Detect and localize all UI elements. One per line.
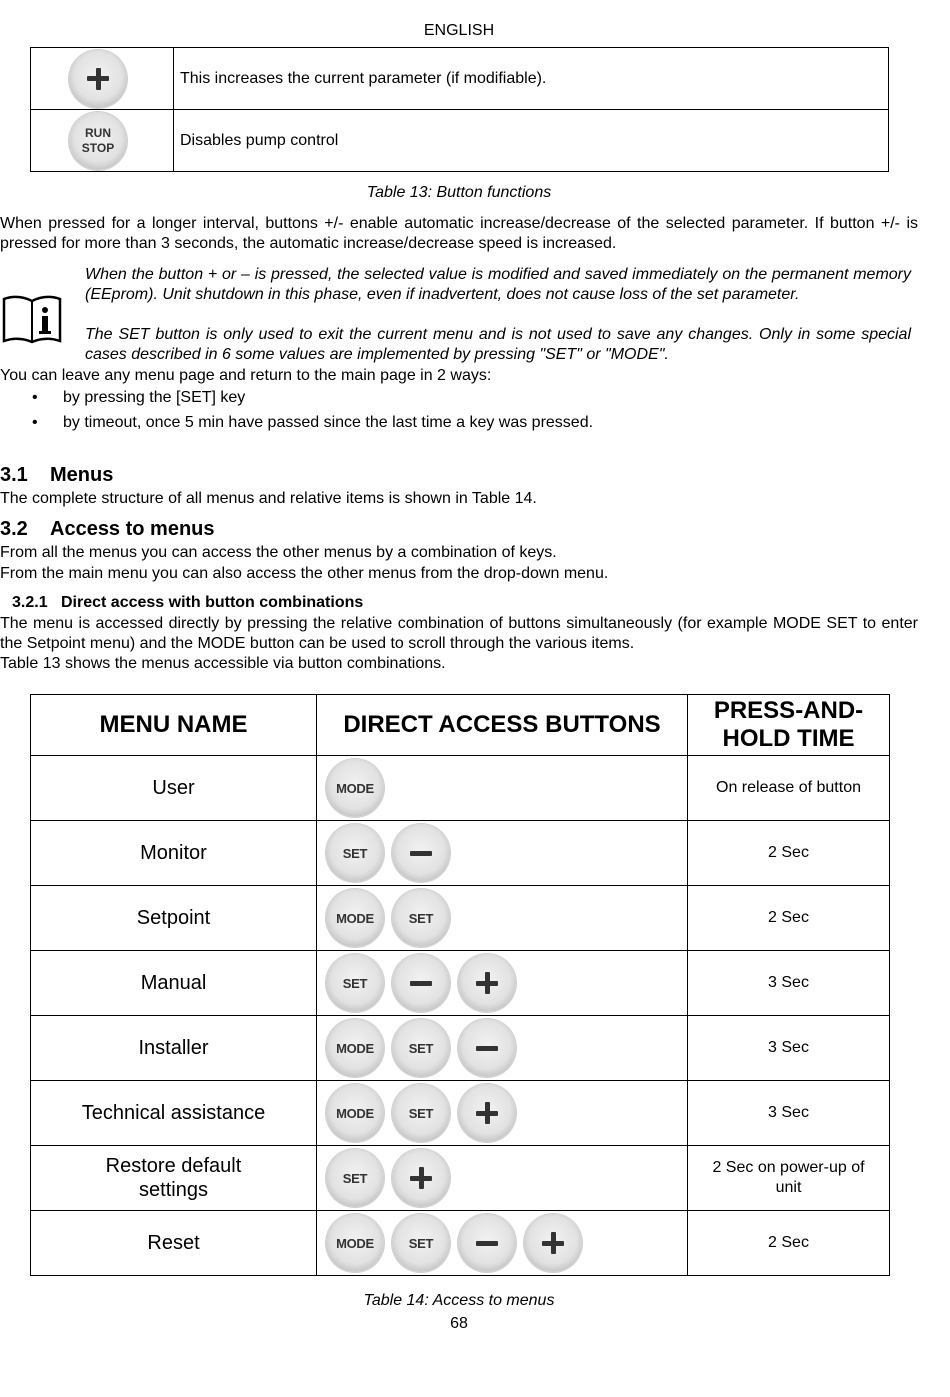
section-text: From all the menus you can access the other menus by a combination of keys. (0, 544, 557, 561)
minus-key-icon (458, 1019, 516, 1077)
set-key-icon: SET (326, 954, 384, 1012)
menu-name: Technical assistance (31, 1081, 317, 1146)
table13-caption: Table 13: Button functions (366, 184, 552, 201)
section-text: Table 13 shows the menus accessible via button combinations. (0, 655, 446, 672)
table-row (31, 756, 890, 821)
column-header: PRESS-AND-HOLD TIME (688, 695, 890, 756)
run-label: RUN (85, 125, 111, 140)
set-key-icon: SET (392, 889, 450, 947)
plus-key-icon (458, 1084, 516, 1142)
set-key-icon: SET (326, 824, 384, 882)
button-function-text: This increases the current parameter (if modifiable). (174, 48, 889, 110)
menu-name: Restore default settings (31, 1146, 317, 1211)
list-item: • by pressing the [SET] key (32, 389, 246, 406)
access-buttons (317, 1146, 688, 1211)
plus-key-icon (392, 1149, 450, 1207)
table-row (31, 1146, 890, 1211)
plus-key-icon (524, 1214, 582, 1272)
mode-key-icon: MODE (326, 889, 384, 947)
table-row (31, 821, 890, 886)
plus-key-icon (458, 954, 516, 1012)
mode-key-icon: MODE (326, 1084, 384, 1142)
access-buttons (317, 756, 688, 821)
set-key-icon: SET (392, 1084, 450, 1142)
hold-time: 2 Sec on power-up of unit (688, 1146, 890, 1211)
page-header: ENGLISH (423, 22, 495, 39)
menu-name: User (31, 756, 317, 821)
menu-name: Reset (31, 1211, 317, 1276)
hold-time: 2 Sec (688, 1211, 890, 1276)
table-row (31, 48, 889, 110)
access-buttons (317, 886, 688, 951)
section-heading-menus: 3.1 Menus (0, 464, 114, 486)
note-set-button: The SET button is only used to exit the current menu and is not used to save any changes. Only in some special cases described in 6 some values are implemented by pressing "SET" or "MODE". (85, 326, 911, 363)
mode-key-icon: MODE (326, 1019, 384, 1077)
button-function-text: Disables pump control (174, 110, 889, 172)
button-functions-table (30, 47, 889, 172)
access-buttons (317, 951, 688, 1016)
minus-key-icon (392, 824, 450, 882)
access-buttons (317, 821, 688, 886)
table-row (31, 951, 890, 1016)
access-buttons (317, 1081, 688, 1146)
menu-name: Manual (31, 951, 317, 1016)
menu-name: Installer (31, 1016, 317, 1081)
table-row (31, 1081, 890, 1146)
table-row (31, 886, 890, 951)
table-row (31, 110, 889, 172)
table14-caption: Table 14: Access to menus (363, 1292, 555, 1309)
column-header: MENU NAME (31, 695, 317, 756)
section-text: The complete structure of all menus and relative items is shown in Table 14. (0, 490, 537, 507)
page-number: 68 (450, 1315, 468, 1332)
set-key-icon: SET (326, 1149, 384, 1207)
hold-time: 3 Sec (688, 1016, 890, 1081)
section-text: The menu is accessed directly by pressing the relative combination of buttons simultaneously (for example MODE SET to enter the Setpoint menu) and the MODE button can be used to scroll through the various items. (0, 615, 918, 652)
hold-time: 2 Sec (688, 886, 890, 951)
access-menus-table (30, 694, 890, 1276)
list-item: • by timeout, once 5 min have passed since the last time a key was pressed. (32, 414, 594, 431)
section-text: From the main menu you can also access the other menus from the drop-down menu. (0, 565, 609, 582)
hold-time: 3 Sec (688, 951, 890, 1016)
table-row (31, 1016, 890, 1081)
stop-label: STOP (81, 140, 115, 155)
minus-key-icon (458, 1214, 516, 1272)
access-buttons (317, 1211, 688, 1276)
mode-key-icon: MODE (326, 759, 384, 817)
section-heading-access: 3.2 Access to menus (0, 518, 215, 540)
subsection-heading: 3.2.1 Direct access with button combinations (12, 594, 364, 611)
paragraph-leave-menu: You can leave any menu page and return to the main page in 2 ways: (0, 367, 492, 384)
set-key-icon: SET (392, 1214, 450, 1272)
info-book-icon (1, 293, 63, 345)
table-header-row (31, 695, 890, 756)
plus-key-icon (69, 50, 127, 108)
menu-name: Setpoint (31, 886, 317, 951)
set-key-icon: SET (392, 1019, 450, 1077)
hold-time: On release of button (688, 756, 890, 821)
note-eeprom: When the button + or – is pressed, the selected value is modified and saved immediately on the permanent memory (EEprom). Unit shutdown in this phase, even if inadvertent, does not cause loss of the set parameter. (85, 266, 911, 303)
minus-key-icon (392, 954, 450, 1012)
column-header: DIRECT ACCESS BUTTONS (317, 695, 688, 756)
hold-time: 2 Sec (688, 821, 890, 886)
table-row (31, 1211, 890, 1276)
paragraph-long-press: When pressed for a longer interval, buttons +/- enable automatic increase/decrease of the selected parameter. If button +/- is pressed for more than 3 seconds, the automatic increase/decrease speed is increased. (0, 215, 918, 252)
hold-time: 3 Sec (688, 1081, 890, 1146)
access-buttons (317, 1016, 688, 1081)
menu-name: Monitor (31, 821, 317, 886)
run-stop-key-icon (69, 112, 127, 170)
mode-key-icon: MODE (326, 1214, 384, 1272)
